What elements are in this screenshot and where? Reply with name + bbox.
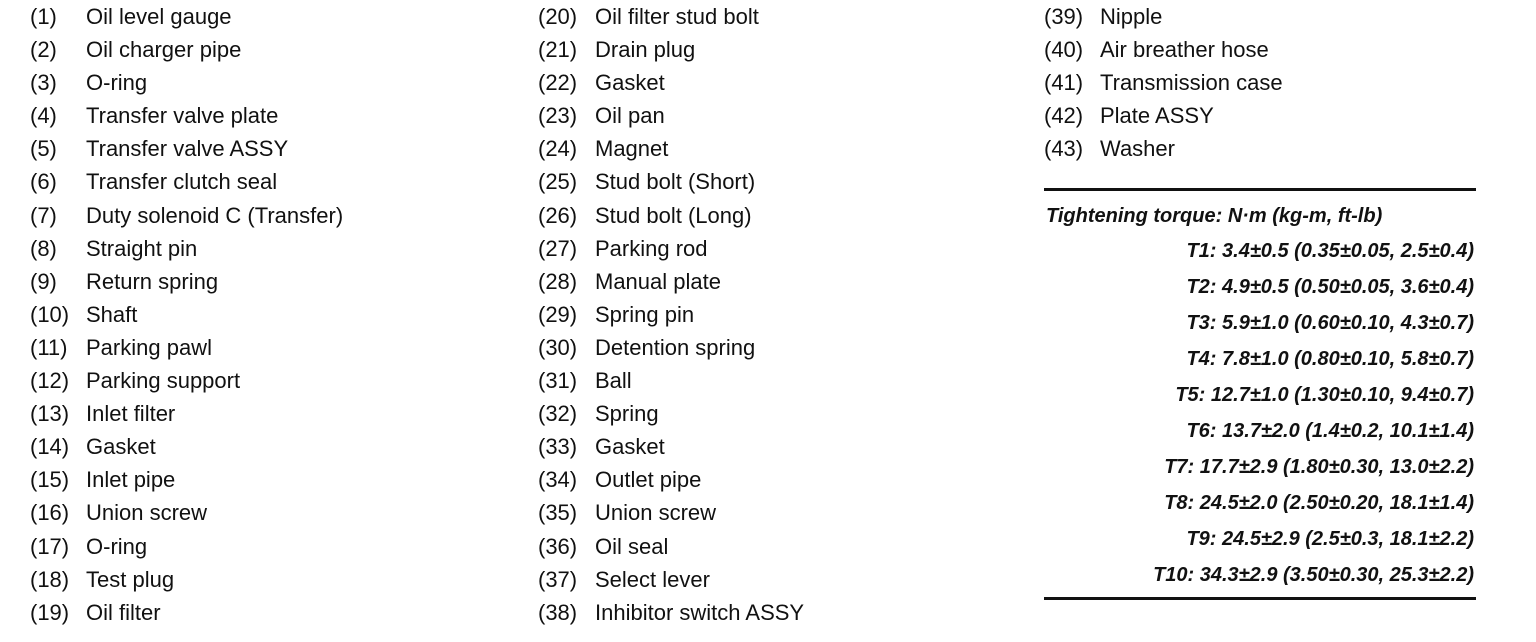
part-name: Nipple xyxy=(1100,4,1163,29)
list-item xyxy=(30,265,343,298)
list-item xyxy=(30,596,343,629)
list-item xyxy=(538,199,804,232)
part-number: (28) xyxy=(538,268,578,294)
part-name: Drain plug xyxy=(595,37,696,63)
part-name: Transmission case xyxy=(1100,70,1283,95)
part-name: O-ring xyxy=(86,533,148,559)
list-item xyxy=(538,496,804,529)
list-item xyxy=(538,132,804,165)
list-item xyxy=(538,364,804,397)
part-name: Parking support xyxy=(86,368,241,394)
list-item xyxy=(538,0,804,33)
part-name: Stud bolt (Long) xyxy=(595,202,752,228)
torque-title: Tightening torque: N·m (kg-m, ft-lb) xyxy=(1046,205,1383,227)
list-item xyxy=(538,430,804,463)
part-number: (7) xyxy=(30,202,57,228)
part-name: Duty solenoid C (Transfer) xyxy=(86,202,344,228)
list-item xyxy=(538,232,804,265)
part-number: (1) xyxy=(30,4,57,29)
part-number: (17) xyxy=(30,533,70,559)
part-number: (21) xyxy=(538,37,578,63)
parts-list xyxy=(30,0,343,629)
part-name: Gasket xyxy=(595,434,665,460)
list-item xyxy=(1044,33,1283,66)
list-item xyxy=(30,463,343,496)
part-number: (25) xyxy=(538,169,578,195)
part-name: Oil pan xyxy=(595,103,665,129)
part-number: (5) xyxy=(30,136,57,162)
part-name: Spring pin xyxy=(595,301,695,327)
list-item xyxy=(1044,0,1283,33)
torque-row: T5: 12.7±1.0 (1.30±0.10, 9.4±0.7) xyxy=(1175,384,1474,406)
part-number: (9) xyxy=(30,268,57,294)
list-item xyxy=(538,66,804,99)
part-name: Transfer valve plate xyxy=(86,103,279,129)
list-item xyxy=(30,199,343,232)
torque-row: T10: 34.3±2.9 (3.50±0.30, 25.3±2.2) xyxy=(1153,564,1474,586)
part-name: Gasket xyxy=(86,434,156,460)
torque-row: T4: 7.8±1.0 (0.80±0.10, 5.8±0.7) xyxy=(1186,348,1474,370)
part-name: Oil charger pipe xyxy=(86,37,242,63)
part-number: (38) xyxy=(538,599,578,625)
list-item xyxy=(30,33,343,66)
list-item xyxy=(30,99,343,132)
part-name: Transfer clutch seal xyxy=(86,169,278,195)
part-name: Parking pawl xyxy=(86,334,212,360)
list-item xyxy=(30,66,343,99)
list-item xyxy=(538,165,804,198)
part-number: (42) xyxy=(1044,103,1084,128)
part-number: (36) xyxy=(538,533,578,559)
list-item xyxy=(30,563,343,596)
part-number: (24) xyxy=(538,136,578,162)
list-item xyxy=(30,132,343,165)
torque-row: T3: 5.9±1.0 (0.60±0.10, 4.3±0.7) xyxy=(1186,312,1474,334)
part-name: Parking rod xyxy=(595,235,708,261)
part-name: Oil seal xyxy=(595,533,669,559)
part-name: Oil level gauge xyxy=(86,4,232,29)
part-name: Air breather hose xyxy=(1100,37,1269,62)
parts-column-3 xyxy=(1044,0,1283,165)
part-number: (19) xyxy=(30,599,70,625)
part-number: (30) xyxy=(538,334,578,360)
part-number: (31) xyxy=(538,368,578,394)
part-number: (29) xyxy=(538,301,578,327)
part-number: (8) xyxy=(30,235,57,261)
part-number: (34) xyxy=(538,467,578,493)
part-number: (43) xyxy=(1044,136,1084,161)
part-number: (27) xyxy=(538,235,578,261)
part-name: Spring xyxy=(595,401,659,427)
torque-row: T6: 13.7±2.0 (1.4±0.2, 10.1±1.4) xyxy=(1186,420,1474,442)
list-item xyxy=(30,165,343,198)
part-number: (16) xyxy=(30,500,70,526)
part-number: (6) xyxy=(30,169,57,195)
part-number: (15) xyxy=(30,467,70,493)
torque-row: T8: 24.5±2.0 (2.50±0.20, 18.1±1.4) xyxy=(1164,492,1474,514)
part-number: (35) xyxy=(538,500,578,526)
list-item xyxy=(538,563,804,596)
part-name: Union screw xyxy=(595,500,717,526)
part-name: Magnet xyxy=(595,136,669,162)
part-name: O-ring xyxy=(86,70,148,96)
part-name: Return spring xyxy=(86,268,219,294)
part-number: (12) xyxy=(30,368,70,394)
part-number: (13) xyxy=(30,401,70,427)
list-item xyxy=(30,331,343,364)
list-item xyxy=(30,364,343,397)
part-name: Transfer valve ASSY xyxy=(86,136,289,162)
torque-list xyxy=(1044,233,1476,593)
part-number: (41) xyxy=(1044,70,1084,95)
part-number: (10) xyxy=(30,301,70,327)
part-number: (32) xyxy=(538,401,578,427)
part-number: (11) xyxy=(30,334,68,360)
torque-table xyxy=(1044,188,1476,600)
list-item xyxy=(538,265,804,298)
list-item xyxy=(30,232,343,265)
torque-row: T1: 3.4±0.5 (0.35±0.05, 2.5±0.4) xyxy=(1186,240,1474,262)
torque-row: T7: 17.7±2.9 (1.80±0.30, 13.0±2.2) xyxy=(1164,456,1474,478)
parts-list xyxy=(1044,0,1283,165)
list-item xyxy=(538,596,804,629)
part-name: Plate ASSY xyxy=(1100,103,1214,128)
part-name: Shaft xyxy=(86,301,138,327)
part-number: (14) xyxy=(30,434,70,460)
part-name: Gasket xyxy=(595,70,665,96)
part-name: Inhibitor switch ASSY xyxy=(595,599,805,625)
list-item xyxy=(30,530,343,563)
list-item xyxy=(30,430,343,463)
part-name: Ball xyxy=(595,368,632,394)
list-item xyxy=(30,397,343,430)
part-name: Outlet pipe xyxy=(595,467,702,493)
parts-column-2 xyxy=(538,0,804,629)
list-item xyxy=(30,298,343,331)
part-name: Oil filter xyxy=(86,599,161,625)
part-number: (18) xyxy=(30,566,70,592)
part-name: Union screw xyxy=(86,500,208,526)
part-name: Inlet pipe xyxy=(86,467,176,493)
part-name: Washer xyxy=(1100,136,1175,161)
part-name: Straight pin xyxy=(86,235,198,261)
list-item xyxy=(538,331,804,364)
list-item xyxy=(538,397,804,430)
part-number: (20) xyxy=(538,4,578,29)
part-number: (37) xyxy=(538,566,578,592)
list-item xyxy=(538,298,804,331)
part-number: (22) xyxy=(538,70,578,96)
part-number: (23) xyxy=(538,103,578,129)
part-name: Oil filter stud bolt xyxy=(595,4,759,29)
list-item xyxy=(30,496,343,529)
list-item xyxy=(1044,66,1283,99)
top-rule xyxy=(1044,188,1476,191)
list-item xyxy=(30,0,343,33)
part-number: (26) xyxy=(538,202,578,228)
part-name: Stud bolt (Short) xyxy=(595,169,756,195)
part-number: (4) xyxy=(30,103,57,129)
part-number: (33) xyxy=(538,434,578,460)
parts-column-1 xyxy=(30,0,343,629)
list-item xyxy=(538,463,804,496)
list-item xyxy=(1044,132,1283,165)
parts-list xyxy=(538,0,804,629)
list-item xyxy=(538,530,804,563)
part-name: Manual plate xyxy=(595,268,721,294)
list-item xyxy=(1044,99,1283,132)
list-item xyxy=(538,33,804,66)
part-name: Test plug xyxy=(86,566,175,592)
part-number: (40) xyxy=(1044,37,1084,62)
part-number: (39) xyxy=(1044,4,1084,29)
torque-row: T2: 4.9±0.5 (0.50±0.05, 3.6±0.4) xyxy=(1186,276,1474,298)
part-name: Inlet filter xyxy=(86,401,176,427)
part-name: Select lever xyxy=(595,566,710,592)
part-number: (3) xyxy=(30,70,57,96)
torque-row: T9: 24.5±2.9 (2.5±0.3, 18.1±2.2) xyxy=(1186,528,1474,550)
bottom-rule xyxy=(1044,597,1476,600)
part-name: Detention spring xyxy=(595,334,756,360)
list-item xyxy=(538,99,804,132)
part-number: (2) xyxy=(30,37,57,63)
